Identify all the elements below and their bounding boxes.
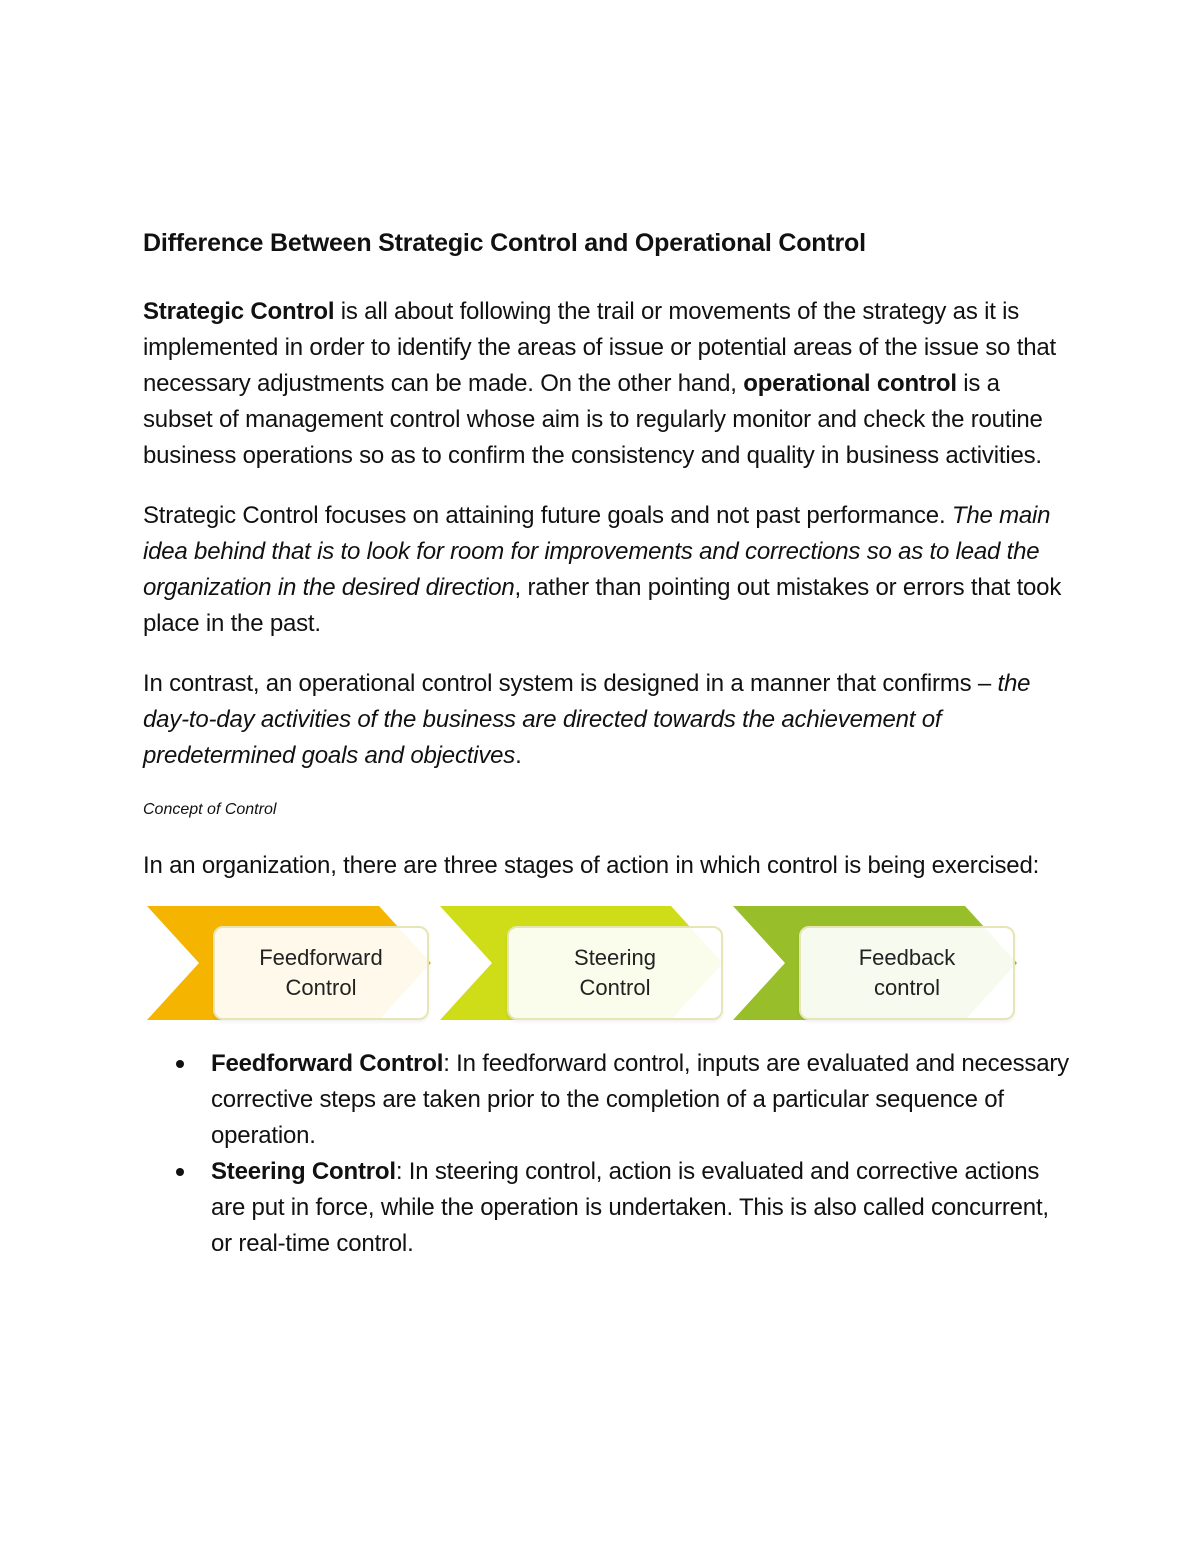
stage-label: Feedforward Control — [259, 945, 383, 1000]
paragraph-italic: The main idea behind that is to look for room for improvements and corrections so as to lead the organization in the desired direction — [143, 502, 1051, 601]
stage-box-feedforward — [213, 926, 429, 1020]
list-item — [143, 1046, 1073, 1154]
stage-box-steering — [507, 926, 723, 1020]
control-stages-diagram — [143, 898, 1043, 1028]
control-types-list — [143, 1046, 1073, 1262]
paragraph-text: is a subset of management control whose aim is to regularly monitor and check the routine business operations so as to confirm the consistency and quality in business activities. — [143, 370, 1043, 469]
stage-label: Feedback control — [858, 945, 956, 1000]
bullet-icon — [176, 1168, 184, 1176]
list-item-term: Feedforward Control — [211, 1050, 444, 1077]
paragraph-text: is all about following the trail or movements of the strategy as it is implemented in order to identify the areas of issue or potential areas of the issue so that necessary adjustments can be made. On the other hand, — [143, 298, 1056, 397]
list-item-term: Steering Control — [211, 1158, 396, 1185]
paragraph-operational-contrast — [143, 666, 1073, 774]
list-item — [143, 1154, 1073, 1262]
list-item-text: : In feedforward control, inputs are evaluated and necessary corrective steps are taken prior to the completion of a particular sequence of operation. — [211, 1050, 1069, 1149]
paragraph-text: , rather than pointing out mistakes or errors that took place in the past. — [143, 574, 1062, 637]
paragraph-text: Strategic Control focuses on attaining future goals and not past performance. — [143, 502, 952, 529]
paragraph-italic: the day-to-day activities of the business are directed towards the achievement of predetermined goals and objectives — [143, 670, 1031, 769]
paragraph-text: In contrast, an operational control system is designed in a manner that confirms – — [143, 670, 998, 697]
paragraph-text: . — [515, 742, 522, 769]
paragraph-stages-intro: In an organization, there are three stages of action in which control is being exercised: — [143, 852, 1040, 879]
term-strategic-control: Strategic Control — [143, 298, 335, 325]
term-operational-control: operational control — [743, 370, 957, 397]
list-item-text: : In steering control, action is evaluated and corrective actions are put in force, while the operation is undertaken. This is also called concurrent, or real-time control. — [211, 1158, 1049, 1257]
paragraph-definitions — [143, 294, 1073, 474]
bullet-icon — [176, 1060, 184, 1068]
figure-caption: Concept of Control — [143, 801, 277, 818]
paragraph-strategic-focus — [143, 498, 1073, 642]
document-content — [143, 226, 1073, 1262]
document-title: Difference Between Strategic Control and Operational Control — [143, 229, 866, 257]
stage-box-feedback — [799, 926, 1015, 1020]
stage-label: Steering Control — [574, 945, 656, 1000]
